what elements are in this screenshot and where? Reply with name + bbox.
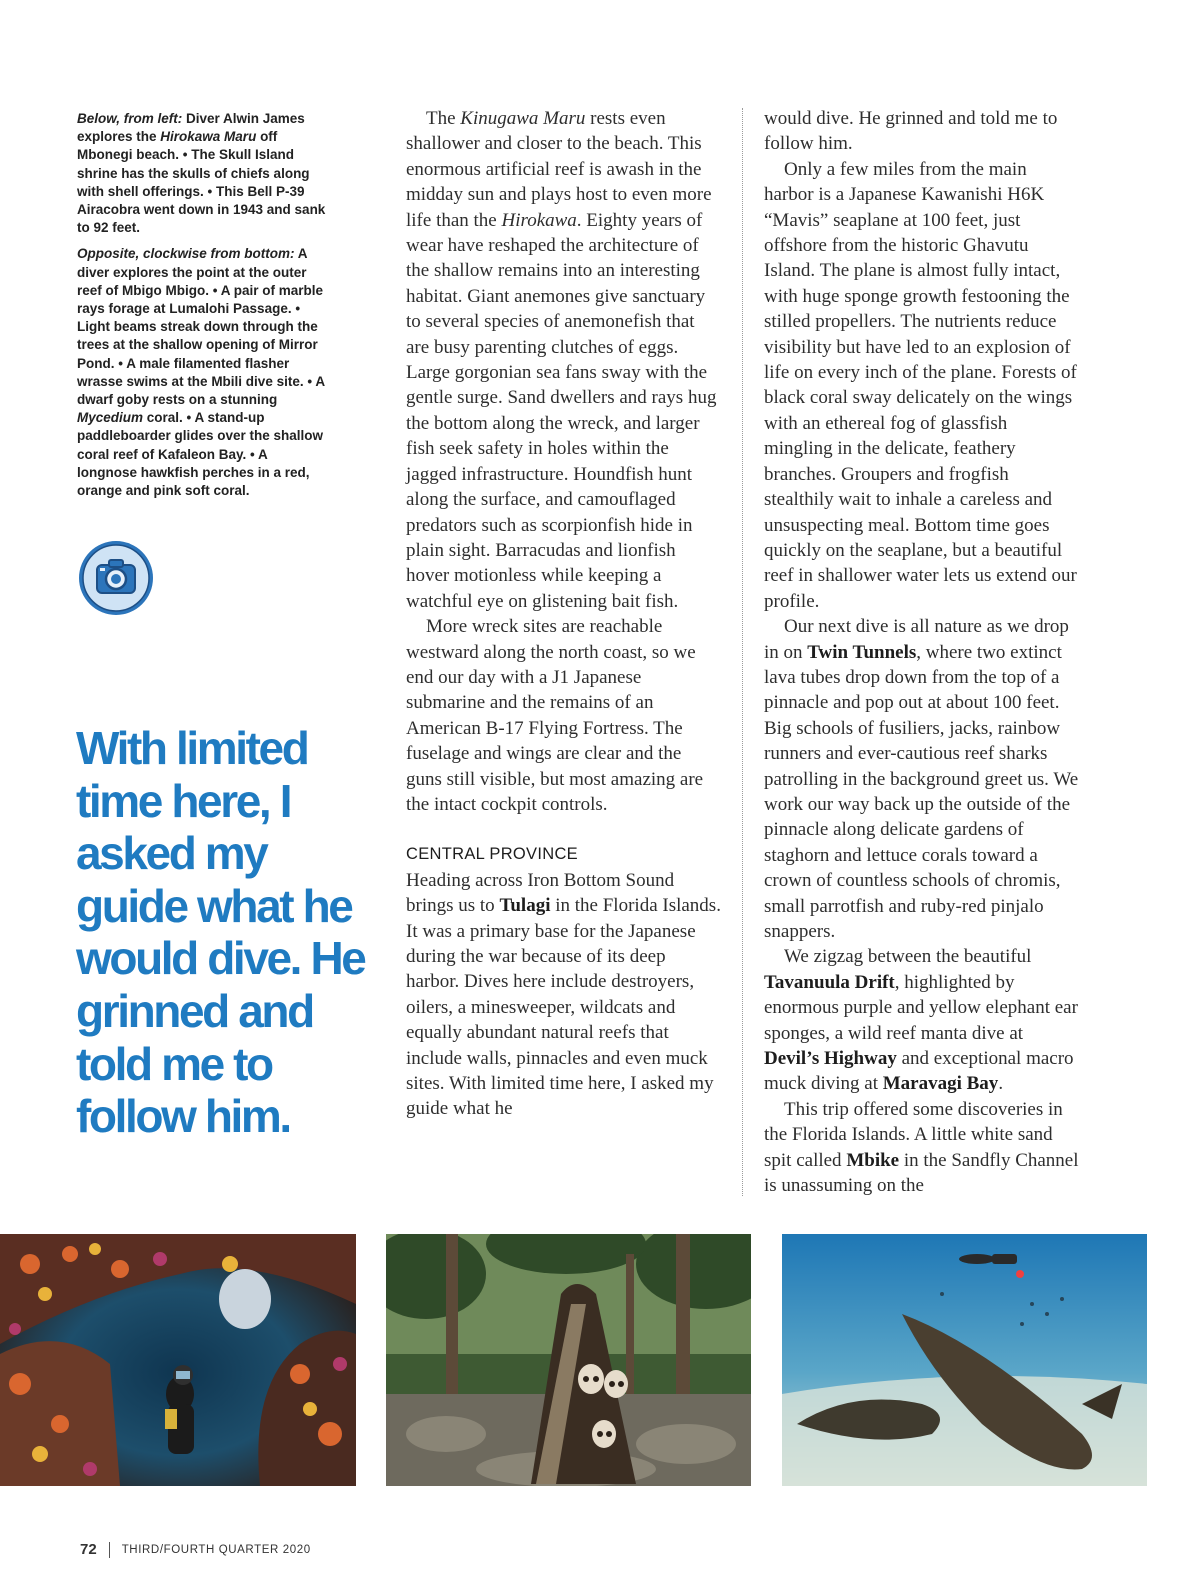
page-number: 72 xyxy=(80,1541,97,1558)
paragraph: would dive. He grinned and told me to follow him. xyxy=(764,108,1058,155)
section-heading: CENTRAL PROVINCE xyxy=(406,845,578,864)
footer-divider xyxy=(109,1542,110,1558)
paragraph: Heading across Iron Bottom Sound brings us to Tulagi in the Florida Islands. It was a primary base for the Japanese during the war because of its deep harbor. Dives here include destroyers, oilers, a minesweeper, wildcats and equally abundant natural reefs that include walls, pinnacles and even muck sites. With limited time here, I asked my guide what he xyxy=(406,869,721,1120)
photo-skull-shrine xyxy=(386,1234,751,1486)
photo-captions xyxy=(77,110,327,508)
photo-diver-wreck xyxy=(0,1234,356,1486)
article-column-2 xyxy=(764,106,1079,1198)
caption-below: Below, from left: Diver Alwin James explores the Hirokawa Maru off Mbonegi beach. • The Skull Island shrine has the skulls of chiefs along with shell offerings. • This Bell P-39 Airacobra went down in 1943 and sank to 92 feet. xyxy=(77,111,326,236)
page-footer xyxy=(80,1541,311,1558)
pull-quote: With limited time here, I asked my guide what he would dive. He grinned and told me to follow him. xyxy=(76,722,365,1143)
column-divider xyxy=(742,108,743,1196)
paragraph: Only a few miles from the main harbor is a Japanese Kawanishi H6K “Mavis” seaplane at 100 feet, just offshore from the historic Ghavutu Island. The plane is almost fully intact, with huge sponge growth festooning the stilled propellers. The nutrients reduce visibility but have led to an explosion of life on every inch of the plane. Forests of black coral sway delicately on the wings with an ethereal fog of glassfish mingling in the delicate, feathery branches. Groupers and frogfish stealthily wait to inhale a careless and unsuspecting meal. Bottom time goes quickly on the seaplane, but a beautiful reef in shallower water lets us extend our profile. xyxy=(764,158,1077,612)
paragraph: The Kinugawa Maru rests even shallower and closer to the beach. This enormous artificial reef is awash in the midday sun and plays host to even more life than the Hirokawa. Eighty years of wear have reshaped the architecture of the shallow remains into an interesting habitat. Giant anemones give sanctuary to several species of anemonefish that are busy parenting clutches of eggs. Large gorgonian sea fans sway with the gentle surge. Sand dwellers and rays hug the bottom along the wreck, and larger fish seek safety in holes within the jagged infrastructure. Houndfish hunt along the surface, and camouflaged predators such as scorpionfish hide in plain sight. Barracudas and lionfish hover motionless while keeping a watchful eye on glistening bait fish. xyxy=(406,108,717,612)
camera-icon xyxy=(77,539,155,617)
paragraph: Our next dive is all nature as we drop in on Twin Tunnels, where two extinct lava tubes drop down from the top of a pinnacle and pop out at about 100 feet. Big schools of fusiliers, jacks, rainbow runners and ever-cautious reef sharks patrolling in the background greet us. We work our way back up the outside of the pinnacle along delicate gardens of staghorn and lettuce corals toward a crown of countless schools of chromis, small parrotfish and ruby-red pinjalo snappers. xyxy=(764,616,1079,942)
paragraph: We zigzag between the beautiful Tavanuula Drift, highlighted by enormous purple and yellow elephant ear sponges, a wild reef manta dive at Devil’s Highway and exceptional macro muck diving at Maravagi Bay. xyxy=(764,946,1078,1095)
caption-opposite: Opposite, clockwise from bottom: A diver explores the point at the outer reef of Mbigo Mbigo. • A pair of marble rays forage at Lumalohi Passage. • Light beams streak down through the trees at the shallow opening of Mirror Pond. • A male filamented flasher wrasse swims at the Mbili dive site. • A dwarf goby rests on a stunning Mycedium coral. • A stand-up paddleboarder glides over the shallow coral reef of Kafaleon Bay. • A longnose hawkfish perches in a red, orange and pink soft coral. xyxy=(77,246,325,499)
paragraph: This trip offered some discoveries in the Florida Islands. A little white sand spit called Mbike in the Sandfly Channel is unassuming on the xyxy=(764,1098,1079,1197)
article-column-1 xyxy=(406,106,721,1122)
issue-label: THIRD/FOURTH QUARTER 2020 xyxy=(121,1543,311,1556)
photo-plane-wreck xyxy=(782,1234,1147,1486)
paragraph: More wreck sites are reachable westward along the north coast, so we end our day with a J1 Japanese submarine and the remains of an American B-17 Flying Fortress. The fuselage and wings are clear and the guns still visible, but most amazing are the intact cockpit controls. xyxy=(406,616,704,815)
